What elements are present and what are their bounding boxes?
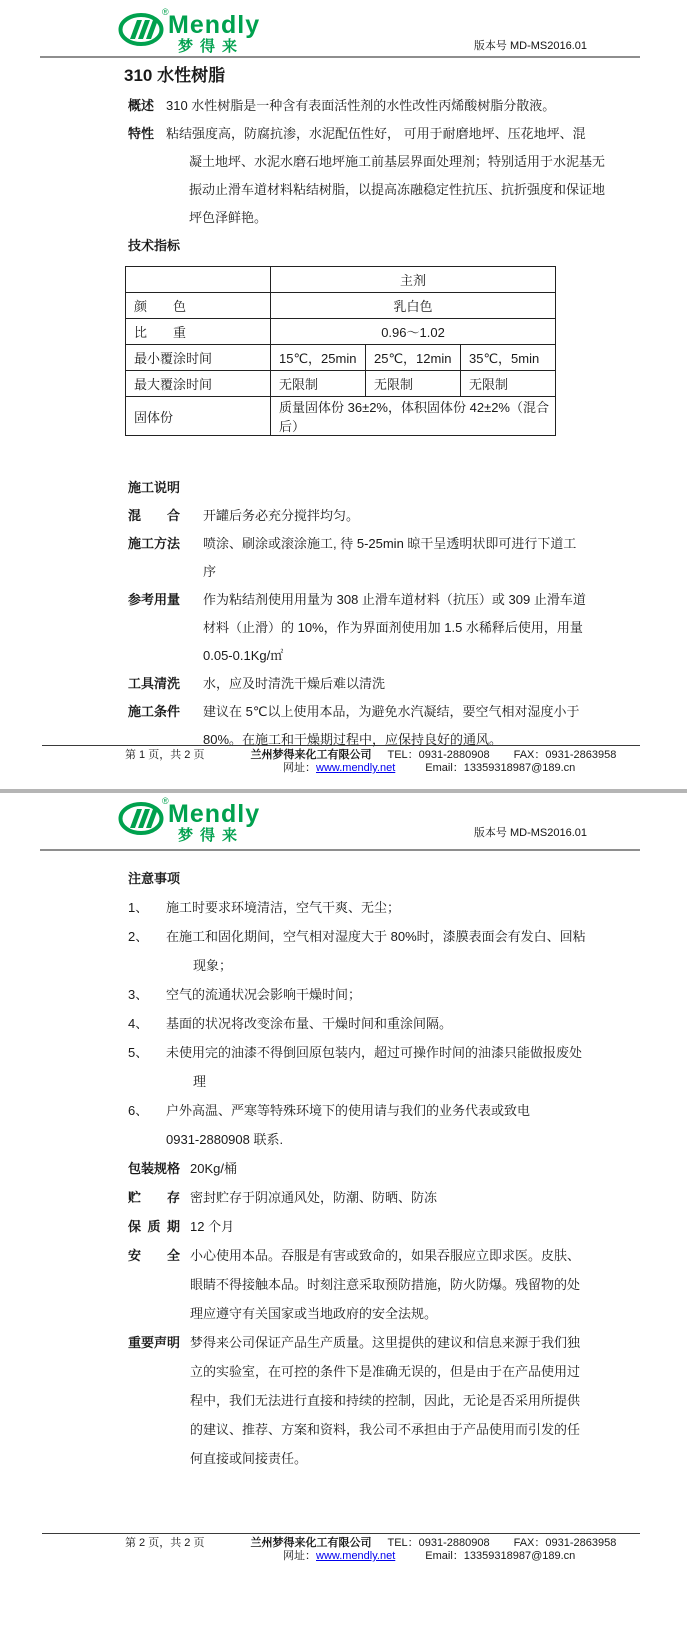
row-text-line: 密封贮存于阴凉通风处，防潮、防晒、防冻: [190, 1190, 438, 1205]
table-cell: 乳白色: [271, 293, 556, 319]
section-text-line: 凝土地坪、水泥水磨石地坪施工前基层界面处理剂；特别适用于水泥基无: [189, 154, 606, 169]
row-text-line: 水，应及时清洗干燥后难以清洗: [203, 676, 386, 691]
page-header: [0, 793, 687, 849]
row-label: 重要声明: [128, 1335, 181, 1350]
table-cell: 0.96～1.02: [271, 319, 556, 345]
note-text-line: 户外高温、严寒等特殊环境下的使用请与我们的业务代表或致电: [166, 1103, 531, 1118]
row-label: 最大覆涂时间: [126, 371, 271, 397]
row-label: 施工条件: [128, 704, 181, 719]
row-label: 包装规格: [128, 1161, 181, 1176]
table-row: [126, 345, 556, 371]
table-cell: 无限制: [271, 371, 366, 397]
note-number: 4、: [128, 1016, 149, 1031]
info-row-storage: [128, 1183, 687, 1212]
section-label: 特性: [128, 126, 155, 141]
section-text-line: 坪色泽鲜艳。: [189, 210, 268, 225]
header-rule: [40, 56, 640, 58]
registered-mark: ®: [162, 7, 169, 17]
row-label: 贮存: [128, 1190, 180, 1205]
footer-rule: [42, 745, 640, 746]
row-text-line: 80%。在施工和干燥期过程中，应保持良好的通风。: [203, 732, 503, 747]
brand-name-cn: 梦得来: [178, 38, 245, 55]
page-header: [0, 0, 687, 56]
brand-name: Mendly: [168, 800, 261, 828]
info-row-packaging: [128, 1154, 687, 1183]
row-text-line: 建议在 5℃以上使用本品，为避免水汽凝结，要空气相对湿度小于: [203, 704, 580, 719]
header-rule: [40, 849, 640, 851]
footer-fax: FAX：0931-2863958: [513, 749, 617, 761]
features-section: [128, 120, 687, 232]
website-link[interactable]: www.mendly.net: [316, 762, 396, 774]
note-text-line: 0931-2880908 联系.: [166, 1132, 284, 1147]
note-text-line: 空气的流通状况会影响干燥时间；: [166, 987, 362, 1002]
construction-row-dosage: [128, 586, 687, 670]
footer-rule: [42, 1533, 640, 1534]
row-text-line: 序: [203, 564, 217, 579]
version-label: 版本号 MD-MS2016.01: [473, 827, 587, 839]
note-text-line: 现象；: [193, 958, 233, 973]
row-text-line: 的建议、推荐、方案和资料，我公司不承担由于产品使用而引发的任: [190, 1422, 581, 1437]
note-text-line: 基面的状况将改变涂布量、干燥时间和重涂间隔。: [166, 1016, 453, 1031]
table-row: [126, 319, 556, 345]
row-label: 比重: [134, 325, 186, 340]
table-row: [126, 397, 556, 436]
note-item: [128, 1096, 687, 1154]
website-label: 网址：: [283, 762, 316, 774]
note-item: [128, 922, 687, 980]
tech-specs-heading: 技术指标: [128, 238, 181, 253]
row-text-line: 何直接或间接责任。: [190, 1451, 308, 1466]
mendly-emblem-icon: [118, 802, 164, 835]
row-text-line: 理应遵守有关国家或当地政府的安全法规。: [190, 1306, 438, 1321]
construction-heading: 施工说明: [128, 480, 181, 495]
website-label: 网址：: [283, 1550, 316, 1562]
row-text-line: 开罐后务必充分搅拌均匀。: [203, 508, 360, 523]
row-text-line: 材料（止滑）的 10%，作为界面剂使用加 1.5 水稀释后使用，用量: [203, 620, 583, 635]
table-cell: 25℃，12min: [366, 345, 461, 371]
footer-tel: TEL：0931-2880908: [387, 749, 490, 761]
notes-heading: 注意事项: [128, 871, 181, 886]
info-row-safety: [128, 1241, 687, 1328]
page-footer: [0, 745, 687, 775]
row-label: 固体份: [126, 397, 271, 436]
table-cell: 质量固体份 36±2%，体积固体份 42±2%（混合后）: [271, 397, 556, 436]
mendly-emblem-icon: [118, 13, 164, 46]
version-label: 版本号 MD-MS2016.01: [473, 40, 587, 52]
row-text-line: 立的实验室，在可控的条件下是准确无误的，但是由于在产品使用过: [190, 1364, 581, 1379]
row-text-line: 梦得来公司保证产品生产质量。这里提供的建议和信息来源于我们独: [190, 1335, 581, 1350]
page-2: [0, 793, 687, 1638]
info-row-shelf-life: [128, 1212, 687, 1241]
note-item: [128, 893, 687, 922]
page-number: 第 1 页，共 2 页: [125, 749, 205, 761]
mendly-logo: [118, 7, 261, 55]
note-item: [128, 980, 687, 1009]
row-text-line: 12 个月: [190, 1219, 235, 1234]
note-item: [128, 1009, 687, 1038]
row-label: 最小覆涂时间: [126, 345, 271, 371]
page-title: 310 水性树脂: [124, 66, 226, 85]
table-row: [126, 371, 556, 397]
row-label: 保质期: [128, 1219, 180, 1234]
table-cell: [126, 293, 271, 319]
footer-email: Email：13359318987@189.cn: [425, 762, 576, 774]
table-cell: [126, 267, 271, 293]
page-1: [0, 0, 687, 789]
note-item: [128, 1038, 687, 1096]
note-text-line: 在施工和固化期间，空气相对湿度大于 80%时，漆膜表面会有发白、回粘: [166, 929, 586, 944]
overview-section: [128, 92, 687, 120]
table-cell: [126, 319, 271, 345]
registered-mark: ®: [162, 796, 169, 806]
info-row-disclaimer: [128, 1328, 687, 1473]
company-name: 兰州梦得来化工有限公司: [250, 1537, 372, 1549]
tech-specs-table: [125, 266, 556, 436]
row-text-line: 20Kg/桶: [190, 1161, 237, 1176]
note-number: 1、: [128, 900, 149, 915]
row-label: 参考用量: [128, 592, 181, 607]
row-label: 施工方法: [128, 536, 181, 551]
note-number: 2、: [128, 929, 149, 944]
website-link[interactable]: www.mendly.net: [316, 1550, 396, 1562]
company-name: 兰州梦得来化工有限公司: [250, 749, 372, 761]
page-number: 第 2 页，共 2 页: [125, 1537, 205, 1549]
section-label: 概述: [128, 98, 155, 113]
table-header-cell: 主剂: [271, 267, 556, 293]
table-cell: 无限制: [366, 371, 461, 397]
row-text-line: 喷涂、刷涂或滚涂施工, 待 5-25min 晾干呈透明状即可进行下道工: [203, 536, 577, 551]
row-text-line: 眼睛不得接触本品。时刻注意采取预防措施，防火防爆。残留物的处: [190, 1277, 581, 1292]
page-footer: [0, 1533, 687, 1563]
table-row: [126, 267, 556, 293]
brand-name-cn: 梦得来: [178, 827, 245, 844]
brand-name: Mendly: [168, 11, 261, 39]
construction-row-method: [128, 530, 687, 586]
row-text-line: 作为粘结剂使用用量为 308 止滑车道材料（抗压）或 309 止滑车道: [203, 592, 586, 607]
footer-fax: FAX：0931-2863958: [513, 1537, 617, 1549]
note-number: 6、: [128, 1103, 149, 1118]
row-label: 工具清洗: [128, 676, 181, 691]
footer-tel: TEL：0931-2880908: [387, 1537, 490, 1549]
section-text-line: 粘结强度高，防腐抗渗，水泥配伍性好， 可用于耐磨地坪、压花地坪、混: [166, 126, 586, 141]
footer-email: Email：13359318987@189.cn: [425, 1550, 576, 1562]
row-label: 颜色: [134, 299, 186, 314]
table-row: [126, 293, 556, 319]
note-text-line: 未使用完的油漆不得倒回原包装内，超过可操作时间的油漆只能做报废处: [166, 1045, 583, 1060]
construction-row-cleaning: [128, 670, 687, 698]
note-text-line: 理: [193, 1074, 207, 1089]
section-text: 310 水性树脂是一种含有表面活性剂的水性改性丙烯酸树脂分散液。: [166, 98, 556, 113]
mendly-logo: [118, 796, 261, 844]
note-number: 5、: [128, 1045, 149, 1060]
table-cell: 15℃，25min: [271, 345, 366, 371]
table-cell: 35℃，5min: [461, 345, 556, 371]
construction-row-mixing: [128, 502, 687, 530]
note-number: 3、: [128, 987, 149, 1002]
row-text-line: 程中，我们无法进行直接和持续的控制，因此，无论是否采用所提供: [190, 1393, 581, 1408]
row-text-line: 0.05-0.1Kg/㎡: [203, 648, 284, 663]
row-label: 安全: [128, 1248, 180, 1263]
note-text-line: 施工时要求环境清洁，空气干爽、无尘；: [166, 900, 401, 915]
row-text-line: 小心使用本品。吞服是有害或致命的，如果吞服应立即求医。皮肤、: [190, 1248, 581, 1263]
table-cell: 无限制: [461, 371, 556, 397]
row-label: 混合: [128, 508, 180, 523]
section-text-line: 振动止滑车道材料粘结树脂，以提高冻融稳定性抗压、抗折强度和保证地: [189, 182, 606, 197]
